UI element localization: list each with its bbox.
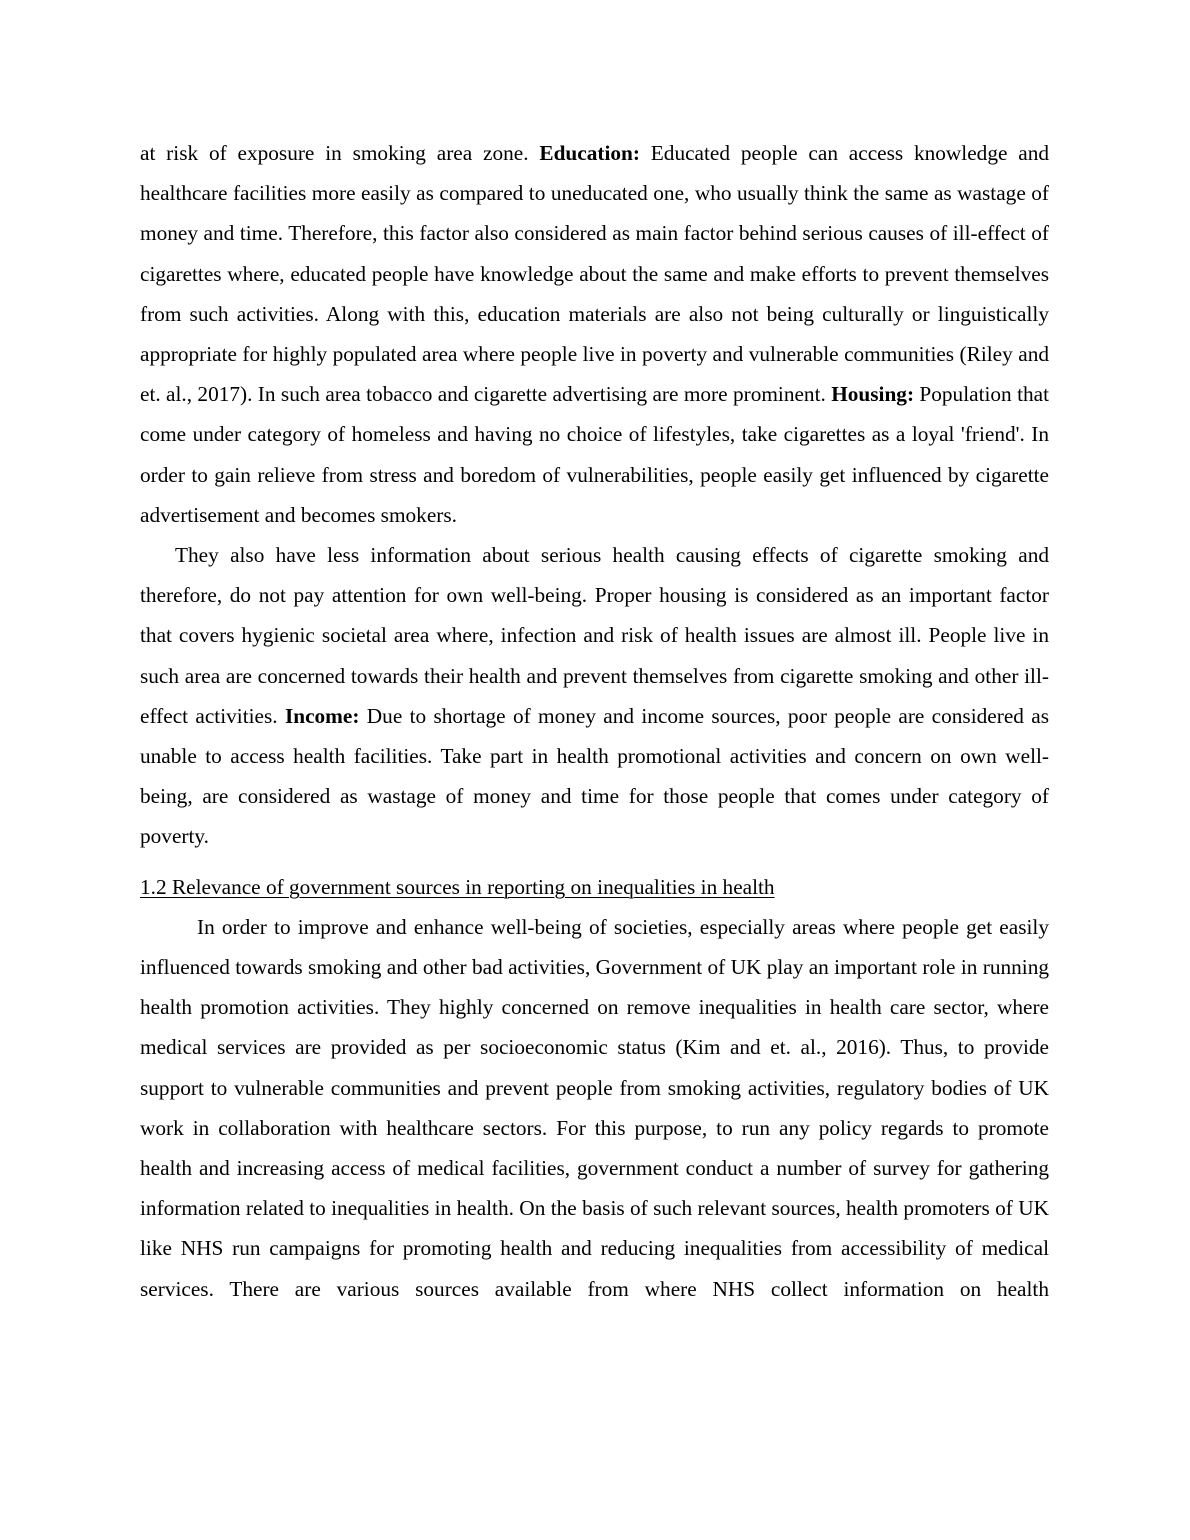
paragraph-text: Population that come under category of homeless and having no choice of lifestyles, take cigarettes as a loyal 'friend'. In order to gain relieve from stress and boredom of vulnerabilities, people easily get influenced by cigarette advertisement and becomes smokers. — [140, 382, 1049, 527]
document-page — [140, 133, 1049, 1309]
paragraph-income — [140, 535, 1049, 857]
paragraph-text: Due to shortage of money and income sources, poor people are considered as unable to access health facilities. Take part in health promotional activities and concern on own well-being, are considered as wastage of money and time for those people that comes under category of poverty. — [140, 703, 1049, 849]
term-education: Education: — [539, 141, 640, 165]
paragraph-government-sources: In order to improve and enhance well-being of societies, especially areas where people get easily influenced towards smoking and other bad activities, Government of UK play an important role in running health promotion activities. They highly concerned on remove inequalities in health care sector, where medical services are provided as per socioeconomic status (Kim and et. al., 2016). Thus, to provide support to vulnerable communities and prevent people from smoking activities, regulatory bodies of UK work in collaboration with healthcare sectors. For this purpose, to run any policy regards to promote health and increasing access of medical facilities, government conduct a number of survey for gathering information related to inequalities in health. On the basis of such relevant sources, health promoters of UK like NHS run campaigns for promoting health and reducing inequalities from accessibility of medical services. There are various sources available from where NHS collect information on health — [140, 914, 1049, 1301]
paragraph-text: at risk of exposure in smoking area zone. — [140, 141, 540, 165]
paragraph-text: Educated people can access knowledge and healthcare facilities more easily as compared to uneducated one, who usually think the same as wastage of money and time. Therefore, this factor also considered as main factor behind serious causes of ill-effect of cigarettes where, educated people have knowledge about the same and make efforts to prevent themselves from such activities. Along with this, education materials are also not being culturally or linguistically appropriate for highly populated area where people live in poverty and vulnerable communities (Riley and et. al., 2017). In such area tobacco and cigarette advertising are more prominent. — [140, 141, 1049, 407]
section-heading: 1.2 Relevance of government sources in reporting on inequalities in health — [140, 874, 775, 899]
paragraph-text: They also have less information about serious health causing effects of cigarette smoking and therefore, do not pay attention for own well-being. Proper housing is considered as an important factor that covers hygienic societal area where, infection and risk of health issues are almost ill. People live in such area are concerned towards their health and prevent themselves from cigarette smoking and other ill-effect activities. — [140, 543, 1049, 728]
term-income: Income: — [284, 703, 360, 728]
paragraph-education-housing — [140, 133, 1049, 535]
term-housing: Housing: — [831, 382, 915, 407]
